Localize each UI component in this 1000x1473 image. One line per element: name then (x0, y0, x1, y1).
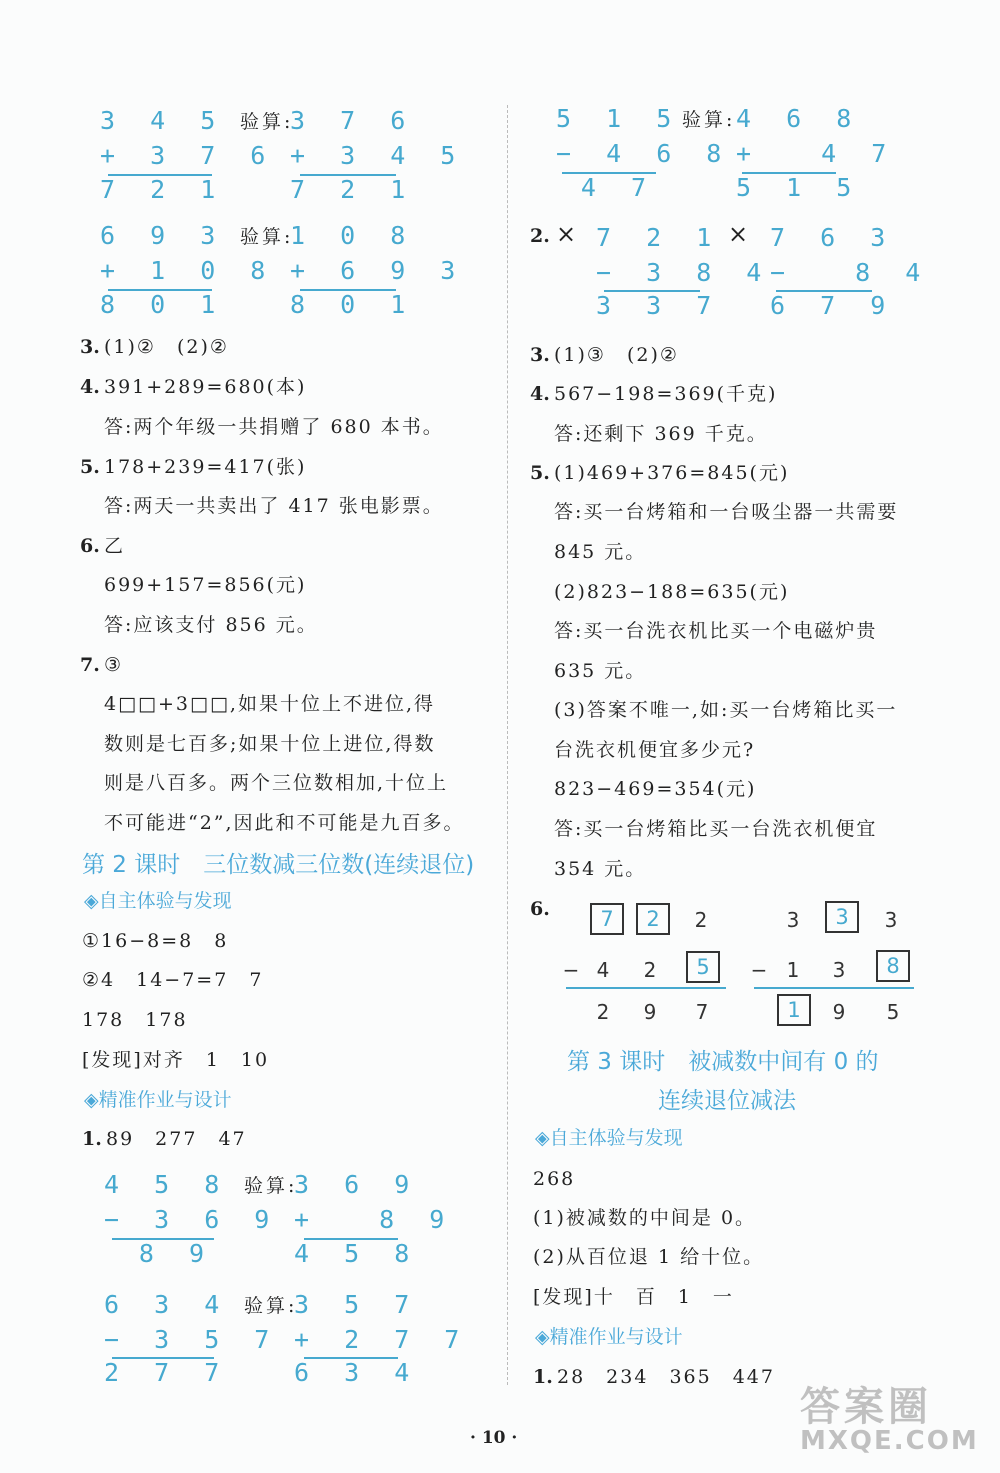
calc-row: 6 3 4 (104, 1290, 230, 1319)
question-number: 4. (530, 383, 550, 405)
answer-text: 845 元。 (554, 541, 647, 563)
calc-row: + 2 7 7 (294, 1325, 470, 1354)
answer-text: [发现]对齐 1 10 (82, 1049, 270, 1071)
calc-row: + 4 7 (736, 139, 897, 168)
digit: 3 (884, 908, 898, 932)
digit-box: 1 (777, 994, 811, 1026)
digit-box: 3 (825, 901, 859, 933)
answer-text: (1)被减数的中间是 0。 (533, 1207, 757, 1229)
section-heading: ◈自主体验与发现 (84, 890, 232, 912)
answer-text: 823−469=354(元) (554, 778, 757, 800)
watermark-logo: 答案圈 (800, 1384, 932, 1430)
lesson-title: 第 3 课时 被减数中间有 0 的 (567, 1049, 879, 1075)
digit: 2 (596, 1000, 610, 1024)
answer-text: 答:买一台烤箱比买一台洗衣机便宜 (554, 818, 878, 840)
calc-row: 3 3 7 (596, 291, 722, 320)
calc-row: 3 7 6 (290, 106, 416, 135)
question-number: 6. (80, 535, 100, 557)
digit: 3 (832, 958, 846, 982)
calc-row: 5 1 5 (736, 173, 862, 202)
question-number: 4. (80, 376, 100, 398)
lesson-title: 第 2 课时 三位数减三位数(连续退位) (82, 852, 475, 878)
digit: 7 (695, 1000, 709, 1024)
page-number: · 10 · (470, 1428, 518, 1448)
calc-row: 3 5 7 (294, 1290, 420, 1319)
answer-text: 答:还剩下 369 千克。 (554, 423, 768, 445)
digit: 9 (832, 1000, 846, 1024)
calc-row: − 8 4 (770, 258, 931, 287)
check-label: 验算: (244, 1295, 298, 1317)
watermark (800, 1375, 979, 1456)
answer-text: (2)823−188=635(元) (554, 581, 790, 603)
calc-row: 4 6 8 (736, 104, 862, 133)
question-number: 2. (530, 225, 550, 247)
digit: 2 (643, 958, 657, 982)
calc-line (754, 987, 914, 989)
answer-text: 答:两个年级一共捐赠了 680 本书。 (104, 416, 444, 438)
answer-text: 台洗衣机便宜多少元? (554, 739, 756, 761)
answer-text: (3)答案不唯一,如:买一台烤箱比买一 (554, 699, 898, 721)
calc-row: 1 0 8 (290, 221, 416, 250)
calc-row: − 3 8 4 (596, 258, 772, 287)
answer-text: (1)469+376=845(元) (554, 462, 790, 484)
answer-text: 89 277 47 (106, 1128, 247, 1150)
answer-text: 391+289=680(本) (104, 376, 307, 398)
question-number: 3. (530, 344, 550, 366)
calc-row: − 4 6 8 (556, 139, 732, 168)
answer-text: 178+239=417(张) (104, 456, 307, 478)
answer-text: 699+157=856(元) (104, 574, 307, 596)
minus-sign: − (562, 958, 580, 982)
calc-row: 6 7 9 (770, 291, 896, 320)
calc-row: − 3 5 7 (104, 1325, 280, 1354)
calc-row: 8 0 1 (100, 290, 226, 319)
check-label: 验算: (240, 111, 294, 133)
calc-row: 7 2 1 (290, 175, 416, 204)
calc-row: 4 7 (580, 173, 656, 202)
digit-box: 5 (686, 951, 720, 983)
answer-text: 答:应该支付 856 元。 (104, 614, 318, 636)
answer-text: (1)② (2)② (104, 336, 229, 358)
digit: 3 (786, 908, 800, 932)
calc-line (566, 987, 726, 989)
answer-text: 答:买一台烤箱和一台吸尘器一共需要 (554, 501, 899, 523)
watermark-url: MXQE.COM (800, 1426, 979, 1456)
section-heading: ◈精准作业与设计 (535, 1326, 683, 1348)
calc-row: + 8 9 (294, 1205, 455, 1234)
calc-row: 8 0 1 (290, 290, 416, 319)
question-number: 5. (530, 462, 550, 484)
calc-row: 3 4 5 (100, 106, 226, 135)
answer-text: 635 元。 (554, 660, 647, 682)
calc-row: 7 2 1 (596, 223, 722, 252)
minus-sign: − (750, 958, 768, 982)
calc-row: + 1 0 8 (100, 256, 276, 285)
answer-text: ②4 14−7=7 7 (82, 969, 264, 991)
answer-text: 354 元。 (554, 858, 647, 880)
lesson-title-line2: 连续退位减法 (658, 1088, 796, 1114)
calc-row: − 3 6 9 (104, 1205, 280, 1234)
answer-text: [发现]十 百 1 一 (533, 1286, 734, 1308)
answer-text: ①16−8=8 8 (82, 930, 229, 952)
calc-row: 4 5 8 (294, 1239, 420, 1268)
answer-text: ③ (104, 654, 124, 676)
section-heading: ◈精准作业与设计 (84, 1089, 232, 1111)
digit-box: 8 (876, 950, 910, 982)
question-number: 6. (530, 898, 550, 920)
calc-row: 4 5 8 (104, 1170, 230, 1199)
calc-row: + 3 7 6 (100, 141, 276, 170)
digit: 9 (643, 1000, 657, 1024)
answer-text: 567−198=369(千克) (554, 383, 778, 405)
question-number: 5. (80, 456, 100, 478)
question-number: 1. (82, 1128, 102, 1150)
digit: 4 (596, 958, 610, 982)
digit: 2 (694, 908, 708, 932)
check-label: 验算: (240, 226, 294, 248)
digit: 5 (886, 1000, 900, 1024)
answer-text: 28 234 365 447 (557, 1366, 775, 1388)
calc-row: 5 1 5 (556, 104, 682, 133)
question-number: 7. (80, 654, 100, 676)
digit: 1 (786, 958, 800, 982)
answer-text: (1)③ (2)② (554, 344, 679, 366)
answer-text: 乙 (104, 535, 126, 557)
calc-row: 7 6 3 (770, 223, 896, 252)
digit-box: 7 (590, 903, 624, 935)
calc-row: 7 2 1 (100, 175, 226, 204)
answer-text: 答:两天一共卖出了 417 张电影票。 (104, 495, 444, 517)
wrong-mark-icon: × (728, 220, 749, 248)
column-divider (507, 105, 508, 1385)
calc-row: + 6 9 3 (290, 256, 466, 285)
section-heading: ◈自主体验与发现 (535, 1127, 683, 1149)
check-label: 验算: (682, 109, 736, 131)
answer-text: 178 178 (82, 1009, 188, 1031)
answer-text: 数则是七百多;如果十位上进位,得数 (104, 733, 436, 755)
calc-row: 6 3 4 (294, 1358, 420, 1387)
question-number: 3. (80, 336, 100, 358)
answer-text: 答:买一台洗衣机比买一个电磁炉贵 (554, 620, 878, 642)
calc-row: 3 6 9 (294, 1170, 420, 1199)
answer-text: 268 (533, 1168, 576, 1190)
answer-text: 不可能进“2”,因此和不可能是九百多。 (104, 812, 465, 834)
wrong-mark-icon: × (556, 220, 577, 248)
answer-text: (2)从百位退 1 给十位。 (533, 1246, 765, 1268)
check-label: 验算: (244, 1175, 298, 1197)
answer-text: 4□□+3□□,如果十位上不进位,得 (104, 693, 435, 715)
calc-row: 8 9 (138, 1239, 214, 1268)
calc-row: + 3 4 5 (290, 141, 466, 170)
calc-row: 2 7 7 (104, 1358, 230, 1387)
digit-box: 2 (636, 903, 670, 935)
answer-text: 则是八百多。两个三位数相加,十位上 (104, 772, 449, 794)
question-number: 1. (533, 1366, 553, 1388)
calc-row: 6 9 3 (100, 221, 226, 250)
